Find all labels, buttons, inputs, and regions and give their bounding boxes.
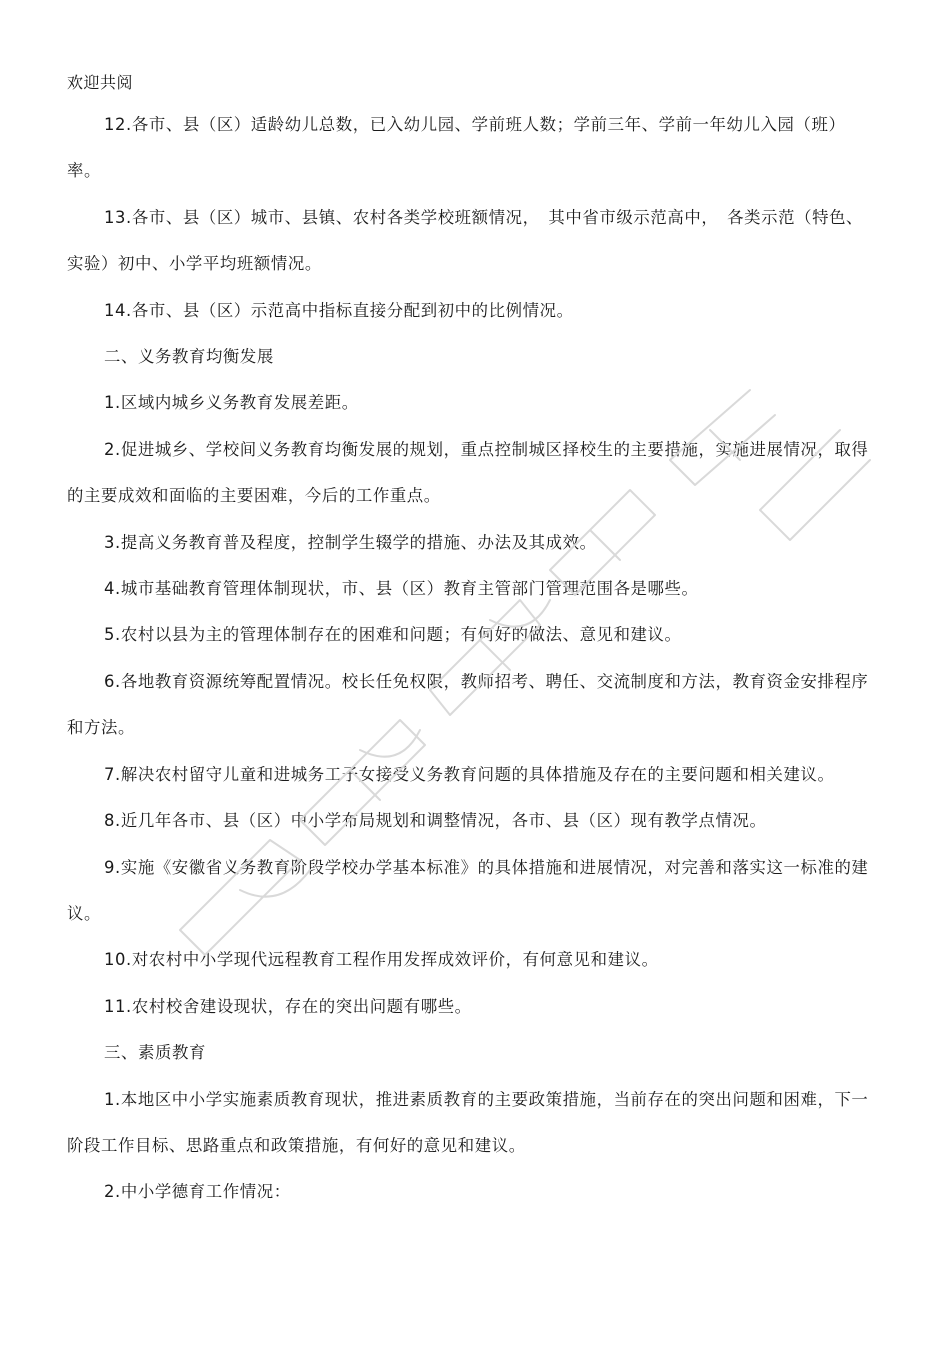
page-header: 欢迎共阅 (67, 73, 134, 92)
paragraph: 5.农村以县为主的管理体制存在的困难和问题；有何好的做法、意见和建议。 (104, 625, 682, 645)
section-heading: 二、义务教育均衡发展 (104, 347, 274, 367)
paragraph: 3.提高义务教育普及程度，控制学生辍学的措施、办法及其成效。 (104, 532, 597, 552)
paragraph: 1.区域内城乡义务教育发展差距。 (104, 393, 359, 413)
paragraph: 12.各市、县（区）适龄幼儿总数，已入幼儿园、学前班人数；学前三年、学前一年幼儿入园（班）率。 (67, 115, 846, 181)
paragraph: 9.实施《安徽省义务教育阶段学校办学基本标准》的具体措施和进展情况，对完善和落实这一标准的建议。 (67, 857, 869, 923)
paragraph: 2.中小学德育工作情况： (104, 1182, 291, 1202)
document-body (67, 102, 877, 1216)
paragraph: 2.促进城乡、学校间义务教育均衡发展的规划，重点控制城区择校生的主要措施，实施进展情况，取得的主要成效和面临的主要困难，今后的工作重点。 (67, 439, 869, 506)
paragraph: 1.本地区中小学实施素质教育现状，推进素质教育的主要政策措施，当前存在的突出问题和困难，下一阶段工作目标、思路重点和政策措施，有何好的意见和建议。 (67, 1089, 869, 1155)
paragraph: 4.城市基础教育管理体制现状，市、县（区）教育主管部门管理范围各是哪些。 (104, 579, 699, 599)
paragraph: 11.农村校舍建设现状，存在的突出问题有哪些。 (104, 996, 472, 1016)
paragraph: 8.近几年各市、县（区）中小学布局规划和调整情况，各市、县（区）现有教学点情况。 (104, 811, 767, 831)
paragraph: 10.对农村中小学现代远程教育工程作用发挥成效评价，有何意见和建议。 (104, 950, 659, 970)
paragraph: 13.各市、县（区）城市、县镇、农村各类学校班额情况， 其中省市级示范高中， 各类示范（特色、实验）初中、小学平均班额情况。 (67, 207, 864, 274)
paragraph: 7.解决农村留守儿童和进城务工子女接受义务教育问题的具体措施及存在的主要问题和相关建议。 (104, 764, 835, 784)
paragraph: 6.各地教育资源统筹配置情况。校长任免权限，教师招考、聘任、交流制度和方法，教育资金安排程序和方法。 (67, 671, 869, 738)
section-heading: 三、素质教育 (104, 1043, 206, 1063)
paragraph: 14.各市、县（区）示范高中指标直接分配到初中的比例情况。 (104, 300, 574, 320)
